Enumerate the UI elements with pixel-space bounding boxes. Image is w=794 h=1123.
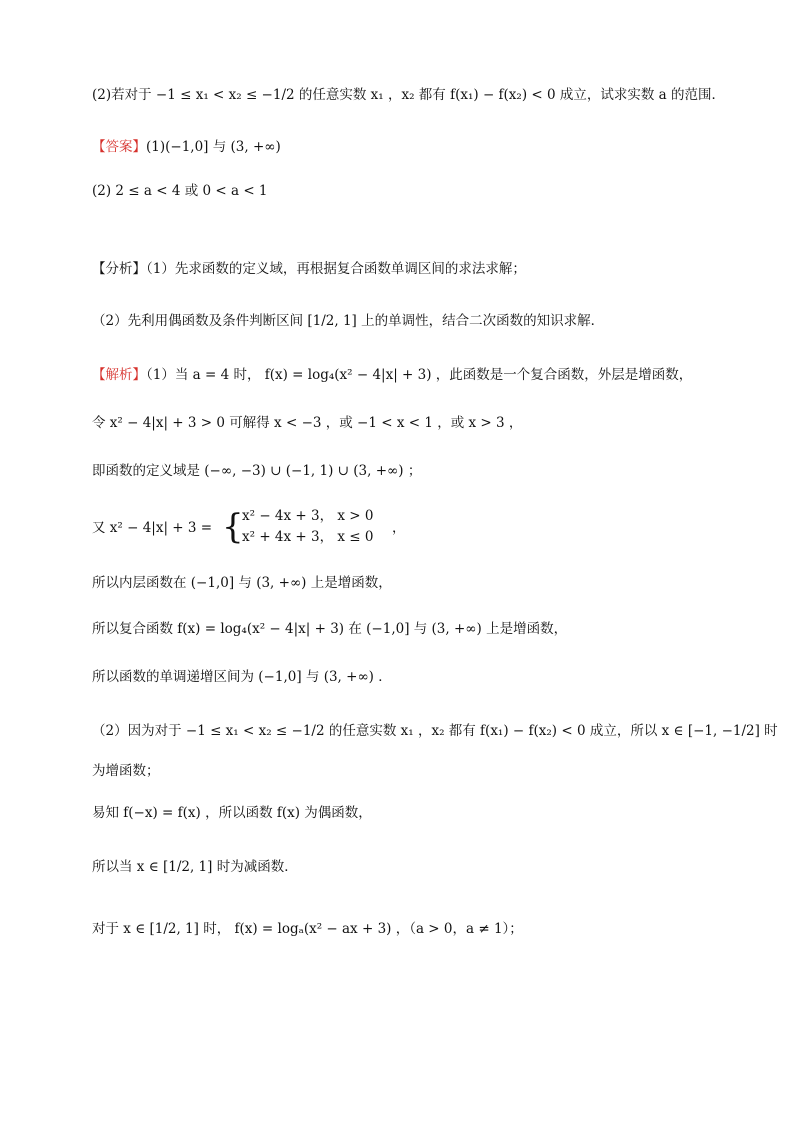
answer-line-2: (2) 2 ≤ a < 4 或 0 < a < 1 [92,183,268,199]
analysis-text-1: （1）先求函数的定义域，再根据复合函数单调区间的求法求解； [146,261,526,277]
answer-label: 【答案】 [92,139,146,155]
solution-line-9: 为增函数； [92,763,160,779]
analysis-label: 【分析】 [92,261,146,277]
solution-line-8: （2）因为对于 −1 ≤ x₁ < x₂ ≤ −1/2 的任意实数 x₁ ，x₂ 都有 f(x₁) − f(x₂) < 0 成立，所以 x ∈ [−1, −1/2] 时 [92,723,778,739]
piecewise-prefix: 又 x² − 4|x| + 3 = [92,520,213,536]
solution-text-1: （1）当 a = 4 时， f(x) = log₄(x² − 4|x| + 3) ，此函数是一个复合函数，外层是增函数， [146,367,693,383]
solution-line-3: 即函数的定义域是 (−∞, −3) ∪ (−1, 1) ∪ (3, +∞) ； [92,463,422,479]
answer-text-1: (1)(−1,0] 与 (3, +∞) [146,139,281,155]
solution-line-11: 所以当 x ∈ [1/2, 1] 时为减函数． [92,859,298,875]
solution-line-10: 易知 f(−x) = f(x) ，所以函数 f(x) 为偶函数， [92,805,372,821]
solution-line-4 [92,506,714,550]
solution-line-1 [92,364,714,386]
piecewise-case-1: x² − 4x + 3， x > 0 [242,508,374,524]
analysis-line-2: （2）先利用偶函数及条件判断区间 [1/2, 1] 上的单调性，结合二次函数的知识求解． [92,313,605,329]
answer-line-1 [92,136,714,158]
piecewise-suffix: ， [392,520,406,536]
analysis-line-1 [92,258,714,280]
solution-line-6: 所以复合函数 f(x) = log₄(x² − 4|x| + 3) 在 (−1,0] 与 (3, +∞) 上是增函数， [92,621,568,637]
solution-label: 【解析】 [92,367,146,383]
solution-line-2: 令 x² − 4|x| + 3 > 0 可解得 x < −3 ，或 −1 < x < 1 ，或 x > 3 ， [92,415,523,431]
solution-line-7: 所以函数的单调递增区间为 (−1,0] 与 (3, +∞) ． [92,669,392,685]
question-line: (2)若对于 −1 ≤ x₁ < x₂ ≤ −1/2 的任意实数 x₁ ，x₂ 都有 f(x₁) − f(x₂) < 0 成立，试求实数 a 的范围． [92,87,726,103]
solution-line-12: 对于 x ∈ [1/2, 1] 时， f(x) = logₐ(x² − ax + 3) ，（a > 0，a ≠ 1）； [92,921,523,937]
piecewise-brace: { [222,507,244,547]
solution-line-5: 所以内层函数在 (−1,0] 与 (3, +∞) 上是增函数， [92,575,392,591]
piecewise-case-2: x² + 4x + 3， x ≤ 0 [242,529,374,545]
